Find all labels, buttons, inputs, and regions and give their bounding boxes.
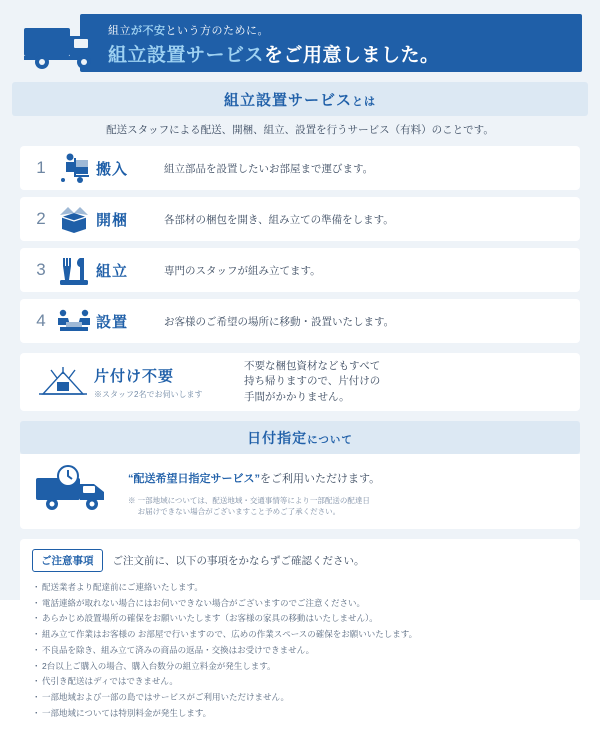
list-item: ・ 2台以上ご購入の場合、購入台数分の組立料金が発生します。 [32, 659, 568, 675]
section-title [12, 82, 588, 116]
step-name: 設置 [96, 313, 129, 331]
notice-badge: ご注意事項 [32, 549, 103, 572]
step-number: 3 [36, 260, 46, 279]
date-lead [128, 470, 568, 486]
notice-head-text: ご注文前に、以下の事項をかならずご確認ください。 [112, 555, 365, 567]
header-line1-accent: が不安 [131, 25, 166, 37]
header-banner [12, 12, 588, 74]
cleanup-desc-line3: 手間がかかりません。 [244, 390, 350, 403]
step-row [20, 197, 580, 241]
cleanup-title: 片付け不要 [94, 367, 175, 385]
step-desc: 専門のスタッフが組み立てます。 [164, 264, 321, 277]
date-section-body [20, 454, 580, 529]
header-line2-tail: をご用意しました。 [264, 45, 440, 66]
notice-header [32, 549, 568, 572]
truck-clock-icon [32, 464, 128, 519]
date-fine-print [128, 495, 568, 518]
section-title-main: 組立設置サービス [223, 92, 352, 109]
step-row [20, 299, 580, 343]
step-row [20, 248, 580, 292]
list-item: ・ 組み立て作業はお客様の お部屋で行いますので、広めの作業スペースの確保をお願いいたします。 [32, 627, 568, 643]
header-line1 [108, 22, 269, 38]
open-box-icon [52, 203, 96, 235]
step-number: 4 [36, 311, 46, 330]
date-fine-line1: ※ 一部地域については、配送地域・交通事情等により一部配送の配達日 [128, 496, 370, 505]
header-line2 [108, 40, 440, 67]
step-number: 1 [36, 158, 46, 177]
notice-block [20, 539, 580, 733]
packing-waste-icon [32, 364, 94, 400]
step-number: 2 [36, 209, 46, 228]
two-workers-icon [52, 305, 96, 337]
cleanup-note: ※スタッフ2名でお伺いします [94, 389, 203, 399]
step-desc: 組立部品を設置したいお部屋まで運びます。 [164, 162, 374, 175]
cleanup-desc-line2: 持ち帰りますので、片付けの [244, 375, 381, 388]
step-name: 組立 [96, 262, 129, 280]
step-name: 搬入 [96, 160, 129, 178]
truck-icon [22, 20, 110, 72]
steps-list [20, 146, 580, 343]
hand-truck-icon [52, 152, 96, 184]
step-row [20, 146, 580, 190]
section-subtitle: 配送スタッフによる配送、開梱、組立、設置を行うサービス（有料）のことです。 [106, 124, 494, 136]
date-title-main: 日付指定 [247, 430, 308, 446]
list-item: ・ あらかじめ設置場所の確保をお願いいたします（お客様の家具の移動はいたしません）。 [32, 611, 568, 627]
section-title-suffix: とは [352, 96, 376, 108]
cleanup-desc [244, 359, 568, 405]
list-item: ・ 代引き配送はディではできません。 [32, 674, 568, 690]
step-desc: 各部材の梱包を開き、組み立ての準備をします。 [164, 213, 394, 226]
cleanup-text-block [94, 365, 244, 400]
header-line1-post: という方のために。 [165, 25, 269, 37]
step-name: 開梱 [96, 211, 129, 229]
date-text-block [128, 464, 568, 518]
date-section-title [20, 421, 580, 454]
list-item: ・ 不良品を除き、組み立て済みの商品の返品・交換はお受けできません。 [32, 643, 568, 659]
list-item: ・ 一部地域および一部の島ではサービスがご利用いただけません。 [32, 690, 568, 706]
date-lead-tail: をご利用いただけます。 [260, 473, 381, 485]
header-line2-main: 組立設置サービス [108, 45, 265, 66]
date-fine-line2: お届けできない場合がございますこと予めご了承ください。 [128, 507, 341, 517]
cleanup-desc-line1: 不要な梱包資材などもすべて [244, 360, 381, 373]
list-item: ・ 電話連絡が取れない場合にはお伺いできない場合がございますのでご注意ください。 [32, 596, 568, 612]
tools-icon [52, 254, 96, 286]
date-title-suffix: について [307, 434, 353, 446]
date-lead-accent: “配送希望日指定サービス” [128, 473, 260, 485]
list-item: ・ 配送業者より配達前にご連絡いたします。 [32, 580, 568, 596]
list-item: ・ 一部地域については特別料金が発生します。 [32, 706, 568, 722]
step-desc: お客様のご希望の場所に移動・設置いたします。 [164, 315, 395, 328]
header-line1-pre: 組立 [108, 25, 131, 37]
notice-list [32, 580, 568, 721]
cleanup-block [20, 353, 580, 411]
